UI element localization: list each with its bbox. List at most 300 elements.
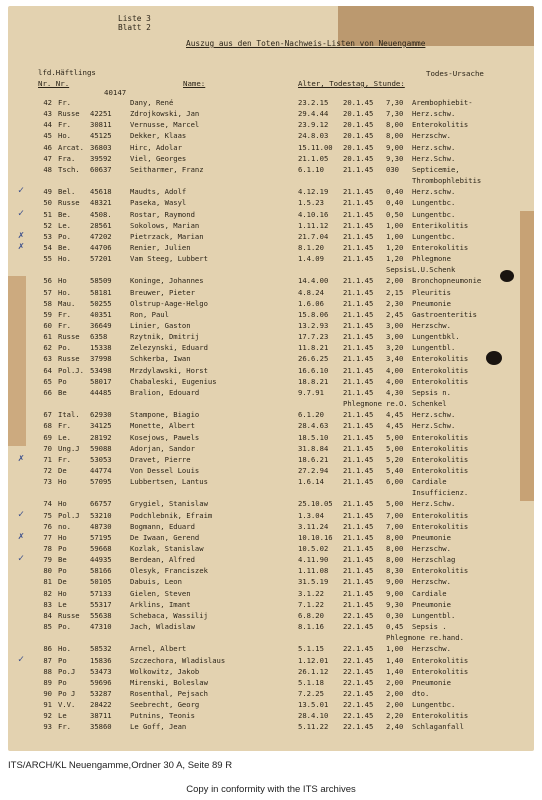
death-time: 0,40 [386,187,404,197]
row-number: 56 [43,276,52,286]
cause-of-death: L.U.Schenk [412,265,456,275]
table-row [8,131,534,141]
prisoner-name: Putnins, Teonis [130,711,195,721]
death-date: 21.1.45 [343,588,374,598]
cause-of-death: Schenkel [412,399,447,409]
nationality: Russe [58,354,80,364]
nationality: Po J [58,688,76,698]
death-date: 21.1.45 [343,309,374,319]
table-row [8,254,534,264]
cause-of-death: Lungentbkl. [412,332,460,342]
cause-of-death: Enterokolitis [412,365,469,375]
cause-of-death: Cardiale [412,477,447,487]
death-time: 8,00 [386,120,404,130]
birth-date: 31.5.19 [298,577,329,587]
cause-of-death: Lungentbc. [412,198,456,208]
nationality: Tsch. [58,164,80,174]
cause-of-death: Phlegmone [412,254,451,264]
table-row [8,444,534,454]
birth-date: 4.10.16 [298,209,329,219]
table-row [8,399,534,409]
prisoner-name: Bralion, Edouard [130,387,200,397]
death-time: 7,30 [386,109,404,119]
birth-date: 1.5.23 [298,198,324,208]
birth-date: 23.9.12 [298,120,329,130]
death-time: 8,00 [386,131,404,141]
cause-of-death: Herz.Schw. [412,421,456,431]
cause-of-death: Herz.Schw. [412,153,456,163]
table-row [8,276,534,286]
birth-date: 13.5.01 [298,700,329,710]
prisoner-number: 57133 [90,588,112,598]
birth-date: 26.6.25 [298,354,329,364]
death-date: 21.1.45 [343,298,374,308]
prisoner-name: Rostar, Raymond [130,209,195,219]
death-date: 21.1.45 [343,343,374,353]
cause-of-death: Enterokolitis [412,242,469,252]
cause-of-death: Herzschw. [412,577,451,587]
nationality: Be [58,387,67,397]
birth-date: 8.1.20 [298,242,324,252]
prisoner-name: Dravet, Pierre [130,454,191,464]
death-date: 22.1.45 [343,711,374,721]
prisoner-name: Kosejows, Pawels [130,432,200,442]
row-number: 42 [43,98,52,107]
cause-of-death: Herz.Schw. [412,499,456,509]
prisoner-name: Berdean, Alfred [130,555,195,565]
prisoner-number: 55638 [90,610,112,620]
death-date: 21.1.45 [343,555,374,565]
death-date: 20.1.45 [343,131,374,141]
row-number: 90 [43,688,52,698]
table-row [8,700,534,710]
nationality: Le [58,711,67,721]
birth-date: 1.6.06 [298,298,324,308]
birth-date: 6.1.10 [298,164,324,174]
row-number: 69 [43,432,52,442]
prisoner-name: Wolkowitz, Jakob [130,666,200,676]
cause-of-death: Enterokolitis [412,666,469,676]
death-date: 21.1.45 [343,532,374,542]
death-time: 8,00 [386,555,404,565]
nationality: Fr. [58,454,71,464]
prisoner-number: 34125 [90,421,112,431]
birth-date: 16.6.10 [298,365,329,375]
death-date: 21.1.45 [343,577,374,587]
row-number: 76 [43,521,52,531]
prisoner-number: 45125 [90,131,112,141]
row-number: 58 [43,298,52,308]
death-time: 2,30 [386,298,404,308]
table-row [8,633,534,643]
nationality: Ho. [58,287,71,297]
check-mark: ✗ [18,229,25,241]
death-time: 5,00 [386,499,404,509]
table-row [8,566,534,576]
cause-of-death: Enterokolitis [412,432,469,442]
table-row [8,421,534,431]
prisoner-name: Vernusse, Marcel [130,120,200,130]
cause-of-death: Enterokolitis [412,443,469,453]
death-time: 0,30 [386,610,404,620]
prisoner-number: 59696 [90,677,112,687]
prisoner-name: Zdrojkowski, Jan [130,109,200,119]
prisoner-number: 44935 [90,555,112,565]
death-date: 21.1.45 [343,454,374,464]
death-time: 2,20 [386,711,404,721]
prisoner-number: 15836 [90,655,112,665]
prisoner-name: Kozlak, Stanislaw [130,544,204,553]
table-row [8,530,534,543]
prisoner-number: 28192 [90,432,112,442]
nationality: Fr. [58,421,71,431]
prisoner-name: Arnel, Albert [130,644,187,654]
birth-date: 4.11.90 [298,555,329,565]
birth-date: 1.11.12 [298,220,329,230]
row-number: 68 [43,421,52,431]
check-mark: ✓ [18,185,25,197]
table-row [8,120,534,130]
cause-of-death: Enterikolitis [412,220,469,230]
cause-of-death: Enterokolitis [412,454,469,464]
death-date: Phlegmone [343,399,382,409]
row-number: 52 [43,220,52,230]
check-mark: ✓ [18,553,25,565]
table-row [8,299,534,309]
birth-date: 14.4.00 [298,276,329,286]
nationality: Le [58,599,67,609]
table-row [8,354,534,364]
row-number: 79 [43,555,52,565]
table-row [8,555,534,565]
prisoner-name: Monette, Albert [130,421,195,431]
cause-of-death: Gastroenteritis [412,309,477,319]
death-time: 9,00 [386,142,404,152]
prisoner-number: 58166 [90,566,112,576]
death-date: 21.1.45 [343,332,374,342]
cause-of-death: Bronchopneumonie [412,276,482,286]
row-number: 71 [43,454,52,464]
death-time: 7,00 [386,510,404,520]
nationality: Ho [58,477,67,487]
row-number: 78 [43,544,52,553]
table-row [8,410,534,420]
death-time: 1,00 [386,220,404,230]
death-time: 2,00 [386,700,404,710]
death-time: 8,00 [386,544,404,553]
cause-of-death: Cardiale [412,588,447,598]
cause-of-death: Herzschw. [412,644,451,654]
table-row [8,466,534,476]
table-row [8,644,534,654]
cause-of-death: Enterokolitis [412,711,469,721]
death-time: 030 [386,164,399,174]
check-mark: ✗ [18,530,25,542]
row-number: 82 [43,588,52,598]
death-time: 7,00 [386,521,404,531]
death-time: 1,40 [386,655,404,665]
nationality: Mau. [58,298,76,308]
cause-of-death: Sepsis n. [412,387,451,397]
nationality: Le. [58,220,71,230]
table-row [8,611,534,621]
prisoner-name: Maudts, Adolf [130,187,187,197]
death-date: 21.1.45 [343,187,374,197]
birth-date: 27.2.94 [298,465,329,475]
death-date: 21.1.45 [343,231,374,241]
cause-of-death: Enterokolitis [412,655,469,665]
prisoner-number: 47310 [90,622,112,632]
death-time: 9,00 [386,588,404,598]
birth-date: 5.1.15 [298,644,324,654]
death-time: 4,00 [386,365,404,375]
birth-date: 5.11.22 [298,722,329,732]
prisoner-name: Koninge, Johannes [130,276,204,286]
death-date: 21.1.45 [343,432,374,442]
check-mark: ✗ [18,452,25,464]
death-time: 8,30 [386,566,404,576]
death-date: 21.1.45 [343,242,374,252]
prisoner-name: Mrzdylawski, Horst [130,365,208,375]
death-date: 22.1.45 [343,644,374,654]
death-date: 21.1.45 [343,276,374,286]
nationality: Be. [58,209,71,219]
row-number: 50 [43,198,52,208]
prisoner-number: 15338 [90,343,112,353]
death-time: 5,20 [386,454,404,464]
cause-of-death: Herzschlag [412,555,456,565]
death-date: 21.1.45 [343,376,374,386]
birth-date: 18.8.21 [298,376,329,386]
col-header-name: Name: [183,79,206,88]
table-row [8,198,534,208]
prisoner-name: Seebrecht, Georg [130,700,200,710]
prisoner-number: 53473 [90,666,112,676]
prisoner-number: 66757 [90,499,112,509]
prisoner-number: 50105 [90,577,112,587]
death-date: 21.1.45 [343,164,374,174]
death-date: 20.1.45 [343,98,374,107]
row-number: 43 [43,109,52,119]
table-row [8,187,534,197]
row-number: 66 [43,387,52,397]
prisoner-number: 4508. [90,209,112,219]
prisoner-name: Hirc, Adolar [130,142,182,152]
death-time: 4,45 [386,421,404,431]
cause-of-death: Sepsis . [412,622,447,632]
birth-date: 10.5.02 [298,544,329,553]
cause-of-death: Lungentbc. [412,231,456,241]
nationality: Po [58,655,67,665]
nationality: Arcat. [58,142,84,152]
conformity-note: Copy in conformity with the ITS archives [186,784,356,795]
col-header-cause: Todes-Ursache [426,69,484,78]
death-date: 22.1.45 [343,655,374,665]
cause-of-death: Thrombophlebitis [412,176,482,186]
nationality: De [58,577,67,587]
prisoner-name: Bogmann, Eduard [130,521,195,531]
prisoner-name: Vam Steeg, Lubbert [130,254,208,264]
nationality: Be. [58,242,71,252]
row-number: 65 [43,376,52,386]
prisoner-number: 35860 [90,722,112,732]
birth-date: 28.4.10 [298,711,329,721]
prisoner-name: Dany, René [130,98,174,107]
death-date: 21.1.45 [343,510,374,520]
death-date: 22.1.45 [343,700,374,710]
prisoner-name: Pietrzack, Marian [130,231,204,241]
death-date: 21.1.45 [343,254,374,264]
cause-of-death: Enterokolitis [412,120,469,130]
nationality: Pol.J [58,510,80,520]
cause-of-death: Insufficienz. [412,488,469,498]
nationality: Ital. [58,410,80,420]
death-time: 4,45 [386,410,404,420]
death-time: 5,00 [386,443,404,453]
prisoner-number: 53498 [90,365,112,375]
document-page [8,6,534,751]
prisoner-name: Linier, Gaston [130,321,191,330]
document-title: Auszug aus den Toten-Nachweis-Listen von Neuengamme [186,39,426,48]
table-row [8,433,534,443]
birth-date: 26.1.12 [298,666,329,676]
nationality: Ho. [58,644,71,654]
row-number: 77 [43,532,52,542]
prisoner-name: Gielen, Steven [130,588,191,598]
table-row [8,508,534,521]
prisoner-number: 55317 [90,599,112,609]
table-row [8,229,534,242]
prisoner-name: Paseka, Wasyl [130,198,187,208]
table-row [8,622,534,632]
row-number: 61 [43,332,52,342]
row-number: 57 [43,287,52,297]
nationality: Fr. [58,722,71,732]
prisoner-number: 59088 [90,443,112,453]
cause-of-death: Enterokolitis [412,465,469,475]
row-number: 46 [43,142,52,152]
prisoner-name: Stampone, Biagio [130,410,200,420]
birth-date: 3.11.24 [298,521,329,531]
row-number: 84 [43,610,52,620]
sheet-label: Blatt 2 [118,23,151,32]
birth-date: 17.7.23 [298,332,329,342]
table-row [8,722,534,732]
death-date: 21.1.45 [343,354,374,364]
death-time: 1,20 [386,242,404,252]
table-row [8,488,534,498]
nationality: Fra. [58,153,76,163]
death-date: 21.1.45 [343,421,374,431]
row-number: 91 [43,700,52,710]
birth-date: 31.8.84 [298,443,329,453]
nationality: Pol.J. [58,365,84,375]
birth-date: 3.1.22 [298,588,324,598]
birth-date: 21.1.05 [298,153,329,163]
prisoner-number: 58181 [90,287,112,297]
prisoner-number: 44706 [90,242,112,252]
table-row [8,377,534,387]
table-row [8,143,534,153]
death-time: 3,00 [386,332,404,342]
nationality: Russe [58,610,80,620]
table-row [8,109,534,119]
table-row [8,388,534,398]
prisoner-name: Adorjan, Sandor [130,443,195,453]
nationality: Fr. [58,98,71,107]
birth-date: 8.1.16 [298,622,324,632]
cause-of-death: Enterokolitis [412,510,469,520]
death-date: 21.1.45 [343,387,374,397]
death-time: 4,00 [386,376,404,386]
death-date: 22.1.45 [343,688,374,698]
birth-date: 15.8.06 [298,309,329,319]
birth-date: 29.4.44 [298,109,329,119]
row-number: 70 [43,443,52,453]
check-mark: ✓ [18,653,25,665]
first-prisoner-number: 40147 [104,88,127,97]
nationality: Ho. [58,131,71,141]
death-date: 22.1.45 [343,722,374,732]
death-time: 2,00 [386,276,404,286]
death-time: 0,50 [386,209,404,219]
row-number: 59 [43,309,52,319]
table-row [8,98,534,108]
prisoner-number: 57195 [90,532,112,542]
table-row [8,332,534,342]
table-row [8,310,534,320]
prisoner-number: 44485 [90,387,112,397]
death-date: 20.1.45 [343,120,374,130]
prisoner-number: 50255 [90,298,112,308]
table-row [8,165,534,175]
death-date: 21.1.45 [343,220,374,230]
row-number: 93 [43,722,52,732]
col-header-nr: Nr. Nr. [38,79,70,88]
death-time: 4,30 [386,387,404,397]
nationality: Fr. [58,321,71,330]
cause-of-death: Pneumonie [412,532,451,542]
row-number: 54 [43,242,52,252]
death-date: 21.1.45 [343,566,374,576]
prisoner-number: 53287 [90,688,112,698]
death-time: 1,00 [386,231,404,241]
cause-of-death: Lungentbc. [412,700,456,710]
table-row [8,667,534,677]
prisoner-name: Lubbertsen, Lantus [130,477,208,487]
prisoner-name: Renier, Julien [130,242,191,252]
table-row [8,689,534,699]
death-time: 9,30 [386,599,404,609]
death-time: Phlegmone re.hand. [386,633,464,643]
row-number: 47 [43,153,52,163]
row-number: 63 [43,354,52,364]
ink-blot [500,270,514,282]
row-number: 92 [43,711,52,721]
cause-of-death: Herzschw. [412,321,451,330]
prisoner-number: 28561 [90,220,112,230]
prisoner-name: Podchlebnik, Efraim [130,510,213,520]
row-number: 85 [43,622,52,632]
table-row [8,499,534,509]
cause-of-death: Schlaganfall [412,722,464,732]
nationality: Po. [58,231,71,241]
birth-date: 18.6.21 [298,454,329,464]
table-row [8,366,534,376]
table-row [8,577,534,587]
death-time: Sepsis [386,265,412,275]
nationality: Russe [58,332,80,342]
